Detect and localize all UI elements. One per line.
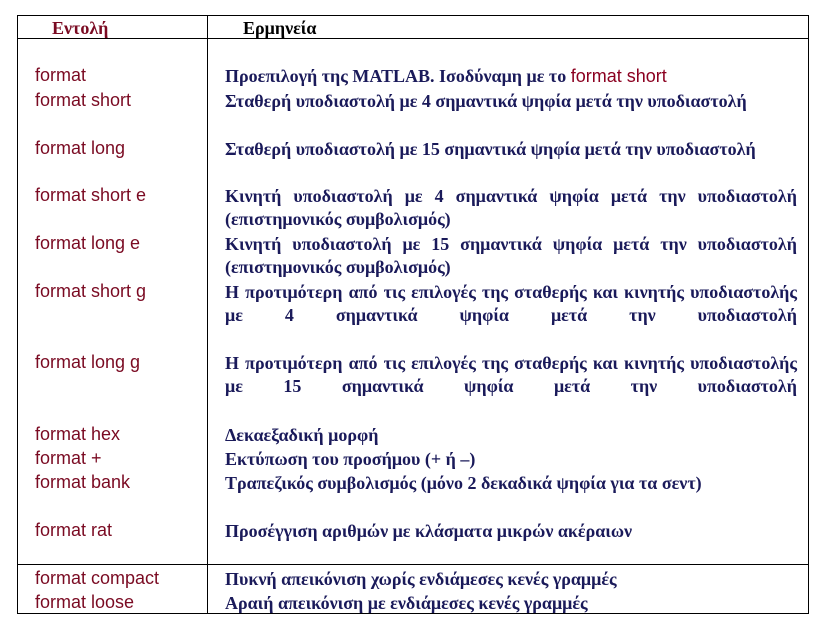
description-format-short: Σταθερή υποδιαστολή με 4 σημαντικά ψηφία μετά την υποδιαστολή <box>225 91 747 111</box>
command-format-long-e: format long e <box>35 233 141 253</box>
section-divider <box>17 564 809 565</box>
description-format-loose: Αραιή απεικόνιση με ενδιάμεσες κενές γραμμές <box>225 593 588 613</box>
command-format-plus: format + <box>35 448 102 468</box>
description-format-long-e: Κινητή υποδιαστολή με 15 σημαντικά ψηφία μετά την υποδιαστολή (επιστημονικός συμβολισμός) <box>225 234 797 277</box>
description-format: Προεπιλογή της MATLAB. Ισοδύναμη με το format short <box>225 66 667 86</box>
command-format-compact: format compact <box>35 568 160 588</box>
description-format-bank: Τραπεζικός συμβολισμός (μόνο 2 δεκαδικά ψηφία για τα σεντ) <box>225 473 702 493</box>
header-divider <box>17 38 809 39</box>
description-format-short-e: Κινητή υποδιαστολή με 4 σημαντικά ψηφία μετά την υποδιαστολή (επιστημονικός συμβολισμός) <box>225 186 797 229</box>
command-format: format <box>35 65 87 85</box>
column-divider <box>207 15 208 614</box>
description-column-header: Ερμηνεία <box>243 18 317 38</box>
command-format-long-g: format long g <box>35 352 141 372</box>
description-format-short-g: Η προτιμότερη από τις επιλογές της σταθερής και κινητής υποδιαστολής με 4 σημαντικά ψηφία μετά την υποδιαστολή <box>225 282 797 325</box>
command-format-short-g: format short g <box>35 281 147 301</box>
description-format-long: Σταθερή υποδιαστολή με 15 σημαντικά ψηφία μετά την υποδιαστολή <box>225 139 756 159</box>
description-format-rat: Προσέγγιση αριθμών με κλάσματα μικρών ακέραιων <box>225 521 633 541</box>
command-format-rat: format rat <box>35 520 113 540</box>
description-format-compact: Πυκνή απεικόνιση χωρίς ενδιάμεσες κενές γραμμές <box>225 569 617 589</box>
format-short-highlight: format short <box>570 66 667 86</box>
command-format-short: format short <box>35 90 132 110</box>
command-format-long: format long <box>35 138 126 158</box>
description-format-hex: Δεκαεξαδική μορφή <box>225 425 379 445</box>
command-format-hex: format hex <box>35 424 121 444</box>
command-format-loose: format loose <box>35 592 135 612</box>
command-format-short-e: format short e <box>35 185 147 205</box>
description-format-plus: Εκτύπωση του προσήμου (+ ή –) <box>225 449 476 469</box>
command-format-bank: format bank <box>35 472 131 492</box>
command-column-header: Εντολή <box>52 18 109 38</box>
description-format-long-g: Η προτιμότερη από τις επιλογές της σταθερής και κινητής υποδιαστολής με 15 σημαντικά ψηφία μετά την υποδιαστολή <box>225 353 797 396</box>
